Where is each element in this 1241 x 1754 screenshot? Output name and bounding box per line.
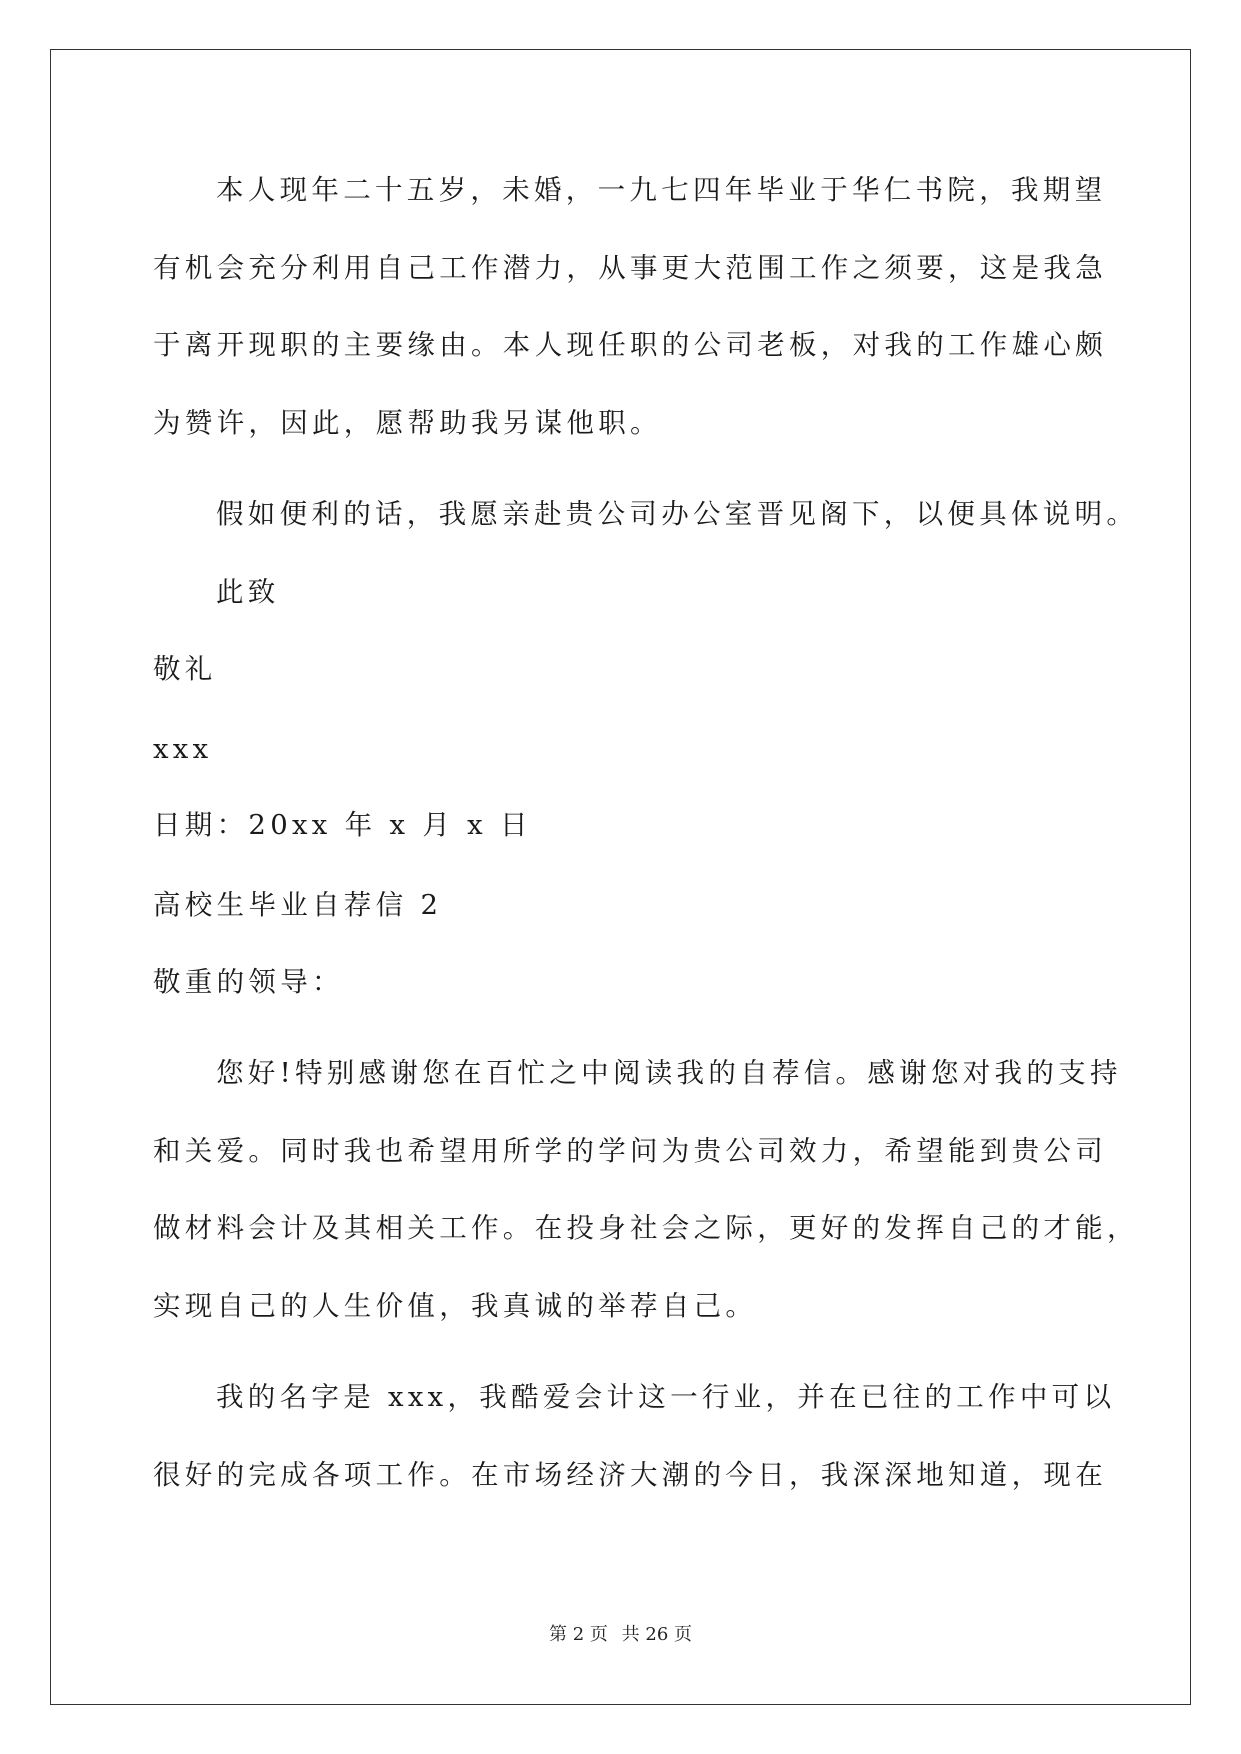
paragraph-line: 我的名字是 xxx，我酷爱会计这一行业，并在已往的工作中可以: [216, 1381, 1116, 1413]
paragraph-line: 和关爱。同时我也希望用所学的学问为贵公司效力，希望能到贵公司: [153, 1135, 1107, 1167]
date-line: 日期：20xx 年 x 月 x 日: [153, 809, 532, 841]
paragraph-line: 为赞许，因此，愿帮助我另谋他职。: [153, 407, 662, 439]
page-total: 共 26 页: [621, 1624, 692, 1645]
paragraph-line: 做材料会计及其相关工作。在投身社会之际，更好的发挥自己的才能，: [153, 1212, 1139, 1244]
closing-line: 此致: [216, 576, 280, 608]
paragraph-line: 假如便利的话，我愿亲赴贵公司办公室晋见阁下，以便具体说明。: [216, 498, 1139, 530]
signature-line: xxx: [153, 733, 213, 765]
paragraph-line: 很好的完成各项工作。在市场经济大潮的今日，我深深地知道，现在: [153, 1459, 1107, 1491]
paragraph-line: 实现自己的人生价值，我真诚的举荐自己。: [153, 1290, 758, 1322]
section-heading: 高校生毕业自荐信 2: [153, 889, 443, 921]
greeting-line: 敬重的领导：: [153, 966, 344, 998]
paragraph-line: 本人现年二十五岁，未婚，一九七四年毕业于华仁书院，我期望: [216, 174, 1107, 206]
page-footer: [0, 1623, 1241, 1647]
page-number: 第 2 页: [549, 1624, 608, 1645]
paragraph-line: 您好!特别感谢您在百忙之中阅读我的自荐信。感谢您对我的支持: [216, 1057, 1122, 1089]
salutation-line: 敬礼: [153, 653, 217, 685]
paragraph-line: 于离开现职的主要缘由。本人现任职的公司老板，对我的工作雄心颇: [153, 329, 1107, 361]
paragraph-line: 有机会充分利用自己工作潜力，从事更大范围工作之须要，这是我急: [153, 252, 1107, 284]
